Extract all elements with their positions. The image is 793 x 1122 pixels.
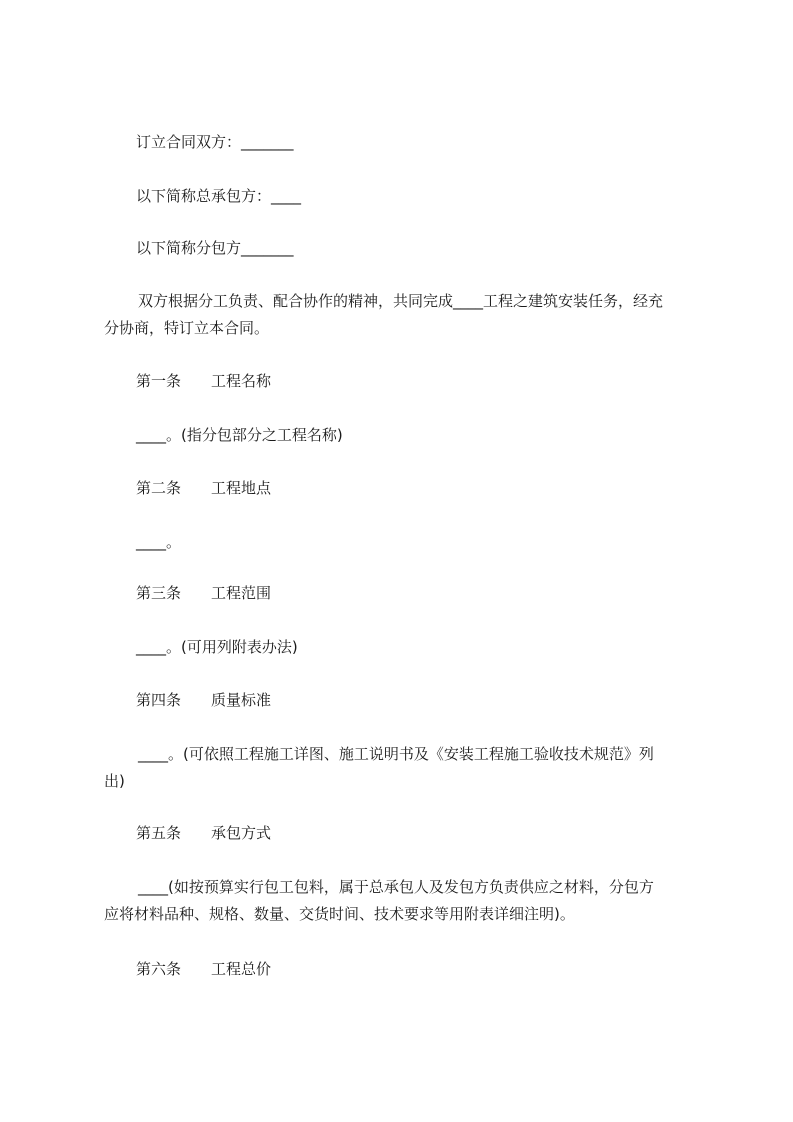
article-heading — [136, 957, 271, 981]
article-number: 第一条 — [136, 372, 182, 390]
article-body — [104, 741, 706, 795]
article-body-line-2: 应将材料品种、规格、数量、交货时间、技术要求等用附表详细注明)。 — [104, 905, 575, 923]
article-heading — [136, 821, 271, 845]
intro-line-2: 分协商，特订立本合同。 — [104, 319, 270, 337]
article-title: 工程地点 — [211, 479, 272, 497]
article-number: 第二条 — [136, 479, 182, 497]
article-body-line-1: ____。(可依照工程施工详图、施工说明书及《安装工程施工验收技术规范》列 — [138, 745, 654, 763]
article-body: ____。(指分包部分之工程名称) — [136, 426, 343, 444]
article-number: 第五条 — [136, 824, 182, 842]
article-number: 第三条 — [136, 584, 182, 602]
article-body: ____。 — [136, 533, 182, 551]
intro-paragraph — [104, 288, 706, 342]
article-heading — [136, 476, 271, 500]
article-title: 质量标准 — [211, 691, 272, 709]
article-title: 工程名称 — [211, 372, 272, 390]
article-body — [104, 874, 706, 928]
parties-line: 订立合同双方：_______ — [136, 133, 294, 151]
article-number: 第四条 — [136, 691, 182, 709]
article-heading — [136, 369, 271, 393]
article-body: ____。(可用列附表办法) — [136, 638, 298, 656]
article-title: 工程总价 — [211, 960, 272, 978]
subcontractor-line: 以下简称分包方_______ — [136, 239, 294, 257]
article-body-line-2: 出) — [104, 772, 125, 790]
article-title: 承包方式 — [211, 824, 272, 842]
intro-line-1: 双方根据分工负责、配合协作的精神，共同完成____工程之建筑安装任务，经充 — [138, 292, 664, 310]
article-body-line-1: ____(如按预算实行包工包料，属于总承包人及发包方负责供应之材料，分包方 — [138, 878, 654, 896]
article-title: 工程范围 — [211, 584, 272, 602]
article-heading — [136, 581, 271, 605]
article-number: 第六条 — [136, 960, 182, 978]
general-contractor-line: 以下简称总承包方：____ — [136, 187, 302, 205]
article-heading — [136, 688, 271, 712]
